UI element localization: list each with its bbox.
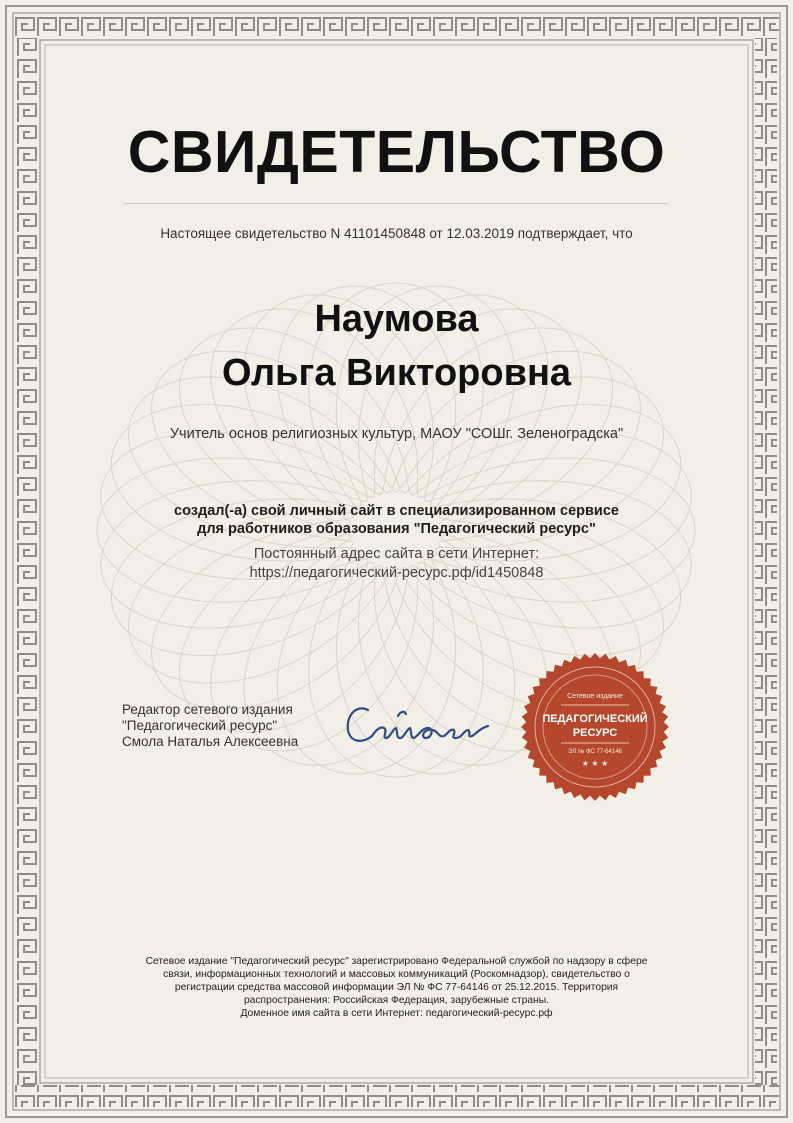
certificate-title: СВИДЕТЕЛЬСТВО (127, 119, 666, 185)
certificate-number-line: Настоящее свидетельство N 41101450848 от 12.03.2019 подтверждает, что (160, 226, 633, 241)
site-address: https://педагогический-ресурс.рф/id1450848 (249, 565, 544, 581)
stamp-reg-text: ЭЛ № ФС 77-64146 (568, 749, 622, 755)
action-line-2: для работников образования "Педагогический ресурс" (197, 521, 596, 537)
recipient-first-names: Ольга Викторовна (221, 352, 572, 394)
recipient-last-name: Наумова (314, 298, 479, 340)
address-label: Постоянный адрес сайта в сети Интернет: (253, 546, 540, 562)
editor-signature (338, 696, 498, 756)
footer-line: Доменное имя сайта в сети Интернет: педагогический-ресурс.рф (240, 1008, 553, 1019)
stamp-main-line-1: ПЕДАГОГИЧЕСКИЙ (542, 713, 648, 725)
editor-block (122, 702, 298, 750)
title-divider (123, 203, 668, 204)
publication-stamp (519, 652, 672, 802)
editor-line-3: Смола Наталья Алексеевна (122, 734, 299, 749)
stamp-top-text: Сетевое издание (567, 693, 623, 700)
editor-line-1: Редактор сетевого издания (122, 702, 293, 717)
footer-line: распространения: Российская Федерация, зарубежные страны. (243, 995, 550, 1006)
footer-line: Сетевое издание "Педагогический ресурс" зарегистрировано Федеральной службой по надзору в сфере (145, 956, 648, 967)
editor-line-2: "Педагогический ресурс" (122, 718, 278, 733)
recipient-position: Учитель основ религиозных культур, МАОУ "СОШг. Зеленоградска" (169, 426, 624, 442)
registration-footer (118, 955, 675, 1020)
action-line-1: создал(-а) свой личный сайт в специализированном сервисе (174, 503, 619, 519)
footer-line: связи, информационных технологий и массовых коммуникаций (Роскомнадзор), свидетельство о (163, 969, 630, 980)
stamp-stars: ★ ★ ★ (581, 759, 609, 768)
footer-line: регистрации средства массовой информации ЭЛ № ФС 77-64146 от 25.12.2015. Территория (174, 982, 619, 993)
stamp-main-line-2: РЕСУРС (572, 727, 618, 739)
